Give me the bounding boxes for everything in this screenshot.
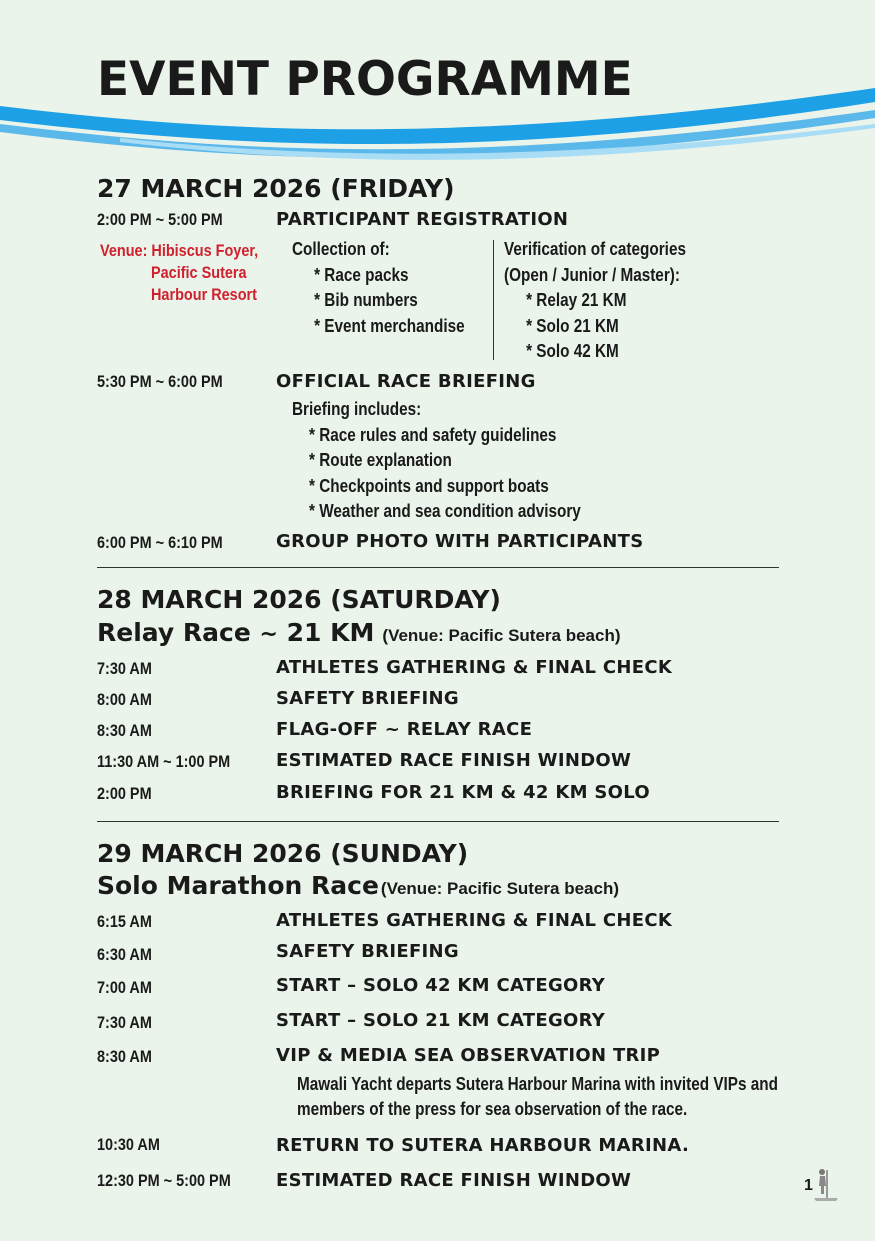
schedule-title: ATHLETES GATHERING & FINAL CHECK bbox=[276, 657, 673, 678]
briefing-title: OFFICIAL RACE BRIEFING bbox=[276, 371, 536, 392]
registration-time: 2:00 PM ~ 5:00 PM bbox=[97, 210, 223, 229]
collection-line: Collection of: bbox=[292, 239, 390, 259]
paddleboarder-icon bbox=[812, 1168, 840, 1204]
race-distance: 21 KM bbox=[286, 618, 375, 647]
schedule-time: 8:00 AM bbox=[97, 690, 152, 709]
schedule-time: 11:30 AM ~ 1:00 PM bbox=[97, 752, 231, 771]
page-number: 1 bbox=[804, 1177, 813, 1194]
verification-line: * Solo 42 KM bbox=[526, 341, 619, 361]
collection-line: * Bib numbers bbox=[314, 290, 418, 310]
schedule-time: 2:00 PM bbox=[97, 784, 152, 803]
photo-time: 6:00 PM ~ 6:10 PM bbox=[97, 533, 223, 552]
vip-note-line: members of the press for sea observation of the race. bbox=[297, 1099, 688, 1119]
schedule-title: START – SOLO 21 KM CATEGORY bbox=[276, 1010, 606, 1031]
schedule-time: 7:00 AM bbox=[97, 978, 152, 997]
day2-heading: 28 MARCH 2026 (SATURDAY) bbox=[97, 585, 501, 614]
schedule-title: FLAG-OFF ~ RELAY RACE bbox=[276, 719, 533, 740]
schedule-title: SAFETY BRIEFING bbox=[276, 688, 459, 709]
vip-note bbox=[297, 1072, 778, 1122]
venue-line: Harbour Resort bbox=[151, 285, 257, 304]
venue-line: Venue: Hibiscus Foyer, bbox=[100, 241, 259, 260]
schedule-title: SAFETY BRIEFING bbox=[276, 941, 459, 962]
schedule-time: 8:30 AM bbox=[97, 1047, 152, 1066]
photo-title: GROUP PHOTO WITH PARTICIPANTS bbox=[276, 531, 644, 552]
verification-list bbox=[504, 237, 686, 365]
section-divider bbox=[97, 567, 779, 568]
collection-line: * Race packs bbox=[314, 264, 409, 285]
collection-line: * Event merchandise bbox=[314, 315, 465, 336]
venue-line: Pacific Sutera bbox=[151, 263, 247, 282]
schedule-time: 7:30 AM bbox=[97, 659, 152, 678]
registration-venue bbox=[100, 240, 258, 306]
column-divider bbox=[493, 240, 494, 360]
race-tilde: ~ bbox=[259, 622, 278, 647]
registration-title: PARTICIPANT REGISTRATION bbox=[276, 209, 569, 230]
verification-line: * Solo 21 KM bbox=[526, 315, 619, 336]
briefing-line: * Checkpoints and support boats bbox=[309, 475, 549, 496]
race-name: Relay Race bbox=[97, 618, 251, 647]
schedule-time: 8:30 AM bbox=[97, 721, 152, 740]
page-title: EVENT PROGRAMME bbox=[97, 52, 633, 107]
race-venue: (Venue: Pacific Sutera beach) bbox=[380, 879, 619, 898]
briefing-line: Briefing includes: bbox=[292, 399, 422, 419]
race-name: Solo Marathon Race bbox=[97, 871, 379, 900]
schedule-time: 7:30 AM bbox=[97, 1013, 152, 1032]
wave-decoration bbox=[0, 80, 875, 170]
section-divider bbox=[97, 821, 779, 822]
briefing-time: 5:30 PM ~ 6:00 PM bbox=[97, 372, 223, 391]
schedule-time: 6:15 AM bbox=[97, 912, 152, 931]
schedule-title: ESTIMATED RACE FINISH WINDOW bbox=[276, 750, 632, 771]
day3-heading: 29 MARCH 2026 (SUNDAY) bbox=[97, 839, 469, 868]
briefing-line: * Race rules and safety guidelines bbox=[309, 424, 557, 445]
day1-heading: 27 MARCH 2026 (FRIDAY) bbox=[97, 174, 455, 203]
schedule-title: BRIEFING FOR 21 KM & 42 KM SOLO bbox=[276, 782, 650, 803]
schedule-title: ESTIMATED RACE FINISH WINDOW bbox=[276, 1170, 632, 1191]
day2-race bbox=[97, 618, 621, 647]
briefing-line: * Route explanation bbox=[309, 450, 452, 470]
schedule-title: ATHLETES GATHERING & FINAL CHECK bbox=[276, 910, 673, 931]
collection-list bbox=[292, 237, 465, 339]
vip-note-line: Mawali Yacht departs Sutera Harbour Marina with invited VIPs and bbox=[297, 1074, 778, 1094]
race-venue: (Venue: Pacific Sutera beach) bbox=[382, 626, 621, 645]
briefing-line: * Weather and sea condition advisory bbox=[309, 501, 581, 521]
schedule-title: VIP & MEDIA SEA OBSERVATION TRIP bbox=[276, 1045, 661, 1066]
day3-race bbox=[97, 871, 619, 900]
schedule-time: 6:30 AM bbox=[97, 945, 152, 964]
schedule-title: START – SOLO 42 KM CATEGORY bbox=[276, 975, 606, 996]
verification-line: (Open / Junior / Master): bbox=[504, 264, 680, 285]
briefing-items bbox=[292, 397, 581, 525]
verification-line: Verification of categories bbox=[504, 239, 686, 259]
schedule-time: 10:30 AM bbox=[97, 1135, 160, 1154]
schedule-time: 12:30 PM ~ 5:00 PM bbox=[97, 1171, 231, 1190]
schedule-title: RETURN TO SUTERA HARBOUR MARINA. bbox=[276, 1135, 690, 1156]
verification-line: * Relay 21 KM bbox=[526, 290, 627, 310]
